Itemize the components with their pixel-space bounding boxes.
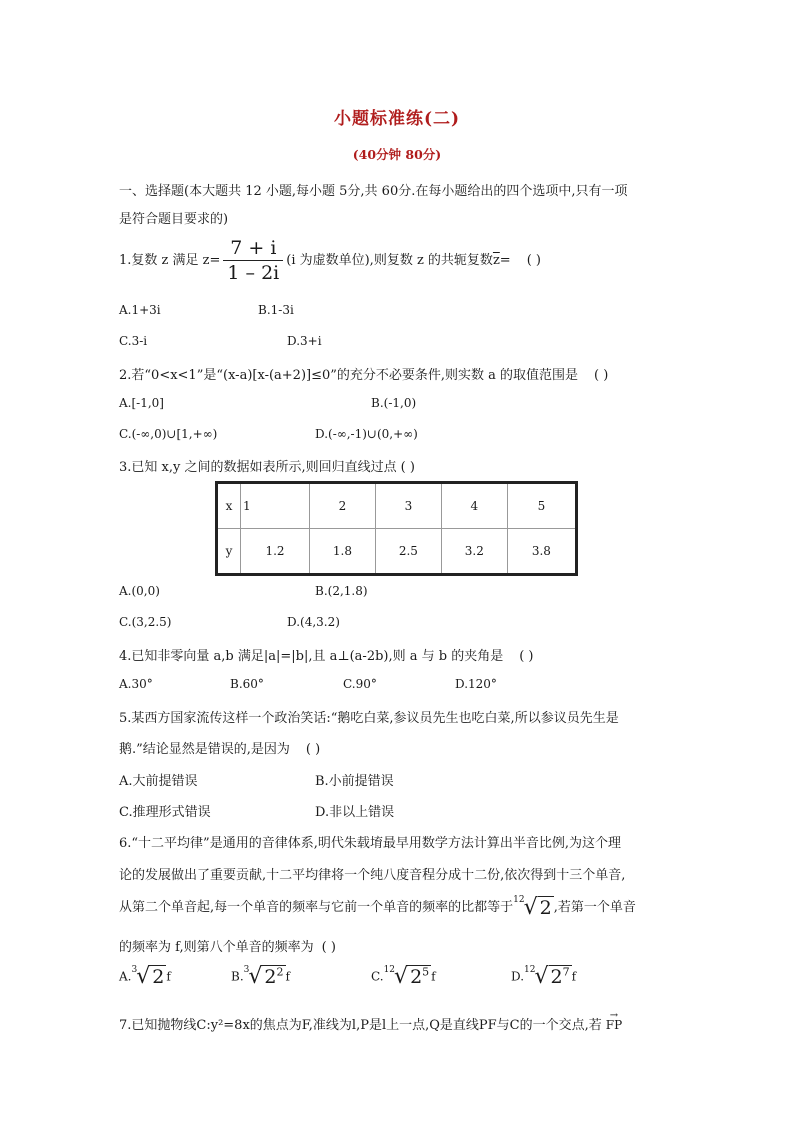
- table-cell-x4: 4: [441, 483, 507, 529]
- q6-root-index: 12: [513, 895, 525, 905]
- question-5-line1: 5.某西方国家流传这样一个政治笑话:“鹅吃白菜,参议员先生也吃白菜,所以参议员先生是: [119, 711, 619, 726]
- section-instructions-line1: 一、选择题(本大题共 12 小题,每小题 5分,共 60分.在每小题给出的四个选项中,只有一项: [119, 184, 628, 199]
- q6-option-b-exp: 2: [276, 966, 284, 979]
- table-cell-x1: 1: [241, 483, 310, 529]
- data-table: [215, 481, 578, 576]
- q1-suffix: (i 为虚数单位),则复数 z 的共轭复数: [286, 253, 493, 268]
- q3-option-b: B.(2,1.8): [315, 584, 368, 598]
- table-cell-y1: 1.2: [241, 529, 310, 575]
- question-5-line2: [119, 738, 320, 757]
- q6-option-d-root: $^{12}$√ $2^7$: [524, 964, 570, 990]
- table-cell-y2: 1.8: [310, 529, 376, 575]
- q6-option-c-exp: 5: [422, 966, 430, 979]
- q6-option-b-root: $^3$√ $2^2$: [243, 964, 284, 990]
- q6-option-c-base: 2: [410, 966, 423, 989]
- q1-tail: =: [499, 253, 511, 268]
- q6-option-b-radicand: [262, 965, 285, 988]
- q4-option-b: B.60°: [230, 677, 264, 691]
- q4-answer-paren: ( ): [519, 649, 534, 664]
- q6-option-b-letter: B.: [231, 969, 244, 984]
- question-2-stem: [119, 364, 608, 383]
- q6-twelfth-root: $^{12}$√ 2: [513, 894, 552, 920]
- q1-answer-paren: ( ): [526, 253, 541, 268]
- q6-line3-post: ,若第一个单音: [553, 900, 636, 915]
- q6-option-c: [371, 966, 436, 988]
- q3-option-a: A.(0,0): [119, 584, 160, 598]
- q6-option-b-tail: f: [285, 969, 290, 984]
- table-cell-x2: 2: [310, 483, 376, 529]
- q6-option-a-base: 2: [152, 966, 165, 988]
- table-cell-y3: 2.5: [375, 529, 441, 575]
- table-header-x: x: [217, 483, 241, 529]
- q6-option-c-index: 12: [383, 964, 396, 975]
- q2-option-d: D.(-∞,-1)∪(0,+∞): [315, 427, 418, 441]
- question-6-line4: [119, 936, 336, 955]
- q5-option-d: D.非以上错误: [315, 805, 395, 820]
- q7-stem-text: 7.已知抛物线C:y²=8x的焦点为F,准线为l,P是l上一点,Q是直线PF与C的一个交点,若: [119, 1018, 602, 1033]
- question-3-stem: [119, 456, 415, 475]
- q1-option-a: A.1+3i: [119, 303, 161, 317]
- page-title: 小题标准练(二): [333, 109, 461, 129]
- question-6-line1: 6.“十二平均律”是通用的音律体系,明代朱载堉最早用数学方法计算出半音比例,为这个理: [119, 836, 621, 851]
- q5-option-b: B.小前提错误: [315, 774, 394, 789]
- section-instructions-line2: 是符合题目要求的): [119, 212, 229, 227]
- q4-option-a: A.30°: [119, 677, 153, 691]
- table-row-x: [217, 483, 577, 529]
- q6-option-c-tail: f: [431, 969, 436, 984]
- q4-option-c: C.90°: [343, 677, 377, 691]
- q6-option-b-base: 2: [264, 966, 277, 989]
- q6-option-a-root: $^3$√ 2: [131, 964, 165, 989]
- table-header-y: y: [217, 529, 241, 575]
- q6-line3-pre: 从第二个单音起,每一个单音的频率与它前一个单音的频率的比都等于: [119, 900, 514, 915]
- q6-option-c-letter: C.: [371, 969, 384, 984]
- q2-option-b: B.(-1,0): [371, 396, 417, 410]
- table-cell-y4: 3.2: [441, 529, 507, 575]
- q6-option-b-index: 3: [243, 964, 250, 975]
- q6-option-d-radicand: [549, 965, 572, 988]
- table-row-y: [217, 529, 577, 575]
- q1-fraction: [223, 236, 283, 285]
- question-1-stem: [119, 236, 541, 285]
- q1-option-b: B.1-3i: [258, 303, 294, 317]
- q2-answer-paren: ( ): [594, 368, 609, 383]
- q3-stem-text: 3.已知 x,y 之间的数据如表所示,则回归直线过点: [119, 460, 397, 475]
- q1-prefix: 1.复数 z 满足 z=: [119, 253, 221, 268]
- q6-root-base: 2: [539, 896, 552, 919]
- q5-answer-paren: ( ): [305, 742, 321, 757]
- q6-option-d: [511, 966, 576, 988]
- q1-numerator: 7 + i: [223, 236, 283, 261]
- question-4-stem: [119, 645, 534, 664]
- q6-option-d-letter: D.: [511, 969, 525, 984]
- q6-line4-text: 的频率为 f,则第八个单音的频率为: [119, 940, 314, 955]
- q5-option-a: A.大前提错误: [119, 774, 198, 789]
- question-6-line2: 论的发展做出了重要贡献,十二平均律将一个纯八度音程分成十二份,依次得到十三个单音,: [119, 868, 626, 883]
- q1-option-c: C.3-i: [119, 334, 148, 348]
- q6-option-a-tail: f: [166, 969, 171, 984]
- q6-option-d-exp: 7: [562, 966, 570, 979]
- q6-option-c-root: $^{12}$√ $2^5$: [383, 964, 430, 990]
- q7-vector-fp: [606, 1011, 622, 1031]
- q5-line2-text: 鹅.”结论显然是错误的,是因为: [119, 742, 290, 757]
- q2-option-c: C.(-∞,0)∪[1,+∞): [119, 427, 218, 441]
- q6-option-d-base: 2: [550, 966, 563, 989]
- q1-denominator: 1 – 2i: [227, 262, 280, 284]
- q2-stem-text: 2.若“0<x<1”是“(x-a)[x-(a+2)]≤0”的充分不必要条件,则实数 a 的取值范围是: [119, 368, 579, 383]
- q4-option-d: D.120°: [455, 677, 497, 691]
- q3-option-d: D.(4,3.2): [287, 615, 340, 629]
- q6-option-d-index: 12: [524, 964, 536, 975]
- table-cell-y5: 3.8: [507, 529, 576, 575]
- q6-answer-paren: ( ): [321, 940, 336, 955]
- question-6-line3: [119, 896, 636, 919]
- q1-option-d: D.3+i: [287, 334, 322, 348]
- table-cell-x3: 3: [375, 483, 441, 529]
- vector-arrow-icon: →: [609, 1010, 619, 1021]
- q2-option-a: A.[-1,0]: [119, 396, 164, 410]
- q5-option-c: C.推理形式错误: [119, 805, 211, 820]
- q4-stem-text: 4.已知非零向量 a,b 满足|a|=|b|,且 a⊥(a-2b),则 a 与 b 的夹角是: [119, 649, 504, 664]
- table-cell-x5: 5: [507, 483, 576, 529]
- q6-option-b: [231, 966, 290, 988]
- q6-option-c-radicand: [408, 965, 431, 988]
- q7-vector-label: FP: [605, 1018, 623, 1032]
- q3-option-c: C.(3,2.5): [119, 615, 172, 629]
- q3-answer-paren: ( ): [400, 460, 415, 475]
- q6-option-a: [119, 966, 171, 988]
- question-7-stem: [119, 1011, 622, 1033]
- page-subtitle: (40分钟 80分): [352, 147, 442, 162]
- q1-conjugate-z: $\overline{z}$: [492, 253, 500, 268]
- q6-option-a-index: 3: [131, 964, 138, 975]
- q6-option-a-letter: A.: [119, 969, 132, 984]
- q6-option-d-tail: f: [571, 969, 577, 984]
